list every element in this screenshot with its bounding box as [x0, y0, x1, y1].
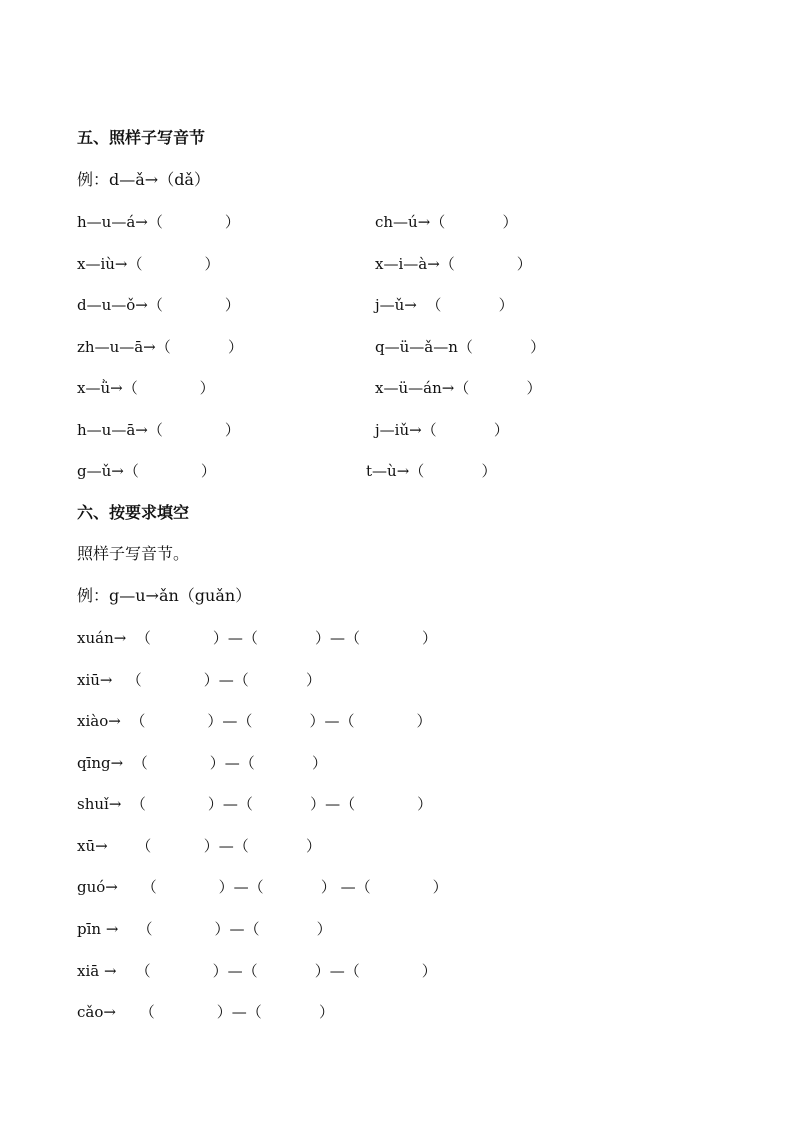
s6-row8: pīn → （ ）—（ ） — [77, 920, 332, 938]
s6-row6: xū→ （ ）—（ ） — [77, 837, 321, 855]
section6-instruction: 照样子写音节。 — [77, 544, 190, 563]
s6-row5: shuǐ→ （ ）—（ ）—（ ） — [77, 795, 433, 813]
section6-heading: 六、按要求填空 — [77, 503, 190, 522]
s5-row1-left: h—u—á→（ ） — [77, 213, 240, 231]
s6-row2: xiū→ （ ）—（ ） — [77, 671, 321, 689]
s5-row2-right: x—i—à→（ ） — [375, 255, 532, 273]
s5-row6-left: h—u—ā→（ ） — [77, 421, 240, 439]
s5-row7-left: g—ǔ→（ ） — [77, 462, 216, 480]
s5-row7-right: t—ù→（ ） — [366, 462, 497, 480]
s5-row4-right: q—ü—ǎ—n（ ） — [375, 338, 546, 356]
s5-row3-right: j—ǔ→ （ ） — [375, 296, 514, 314]
s5-row2-left: x—iù→（ ） — [77, 255, 220, 273]
s6-row4: qīng→ （ ）—（ ） — [77, 754, 327, 772]
s5-row1-right: ch—ú→（ ） — [375, 213, 518, 231]
s5-row4-left: zh—u—ā→（ ） — [77, 338, 243, 356]
s5-row6-right: j—iǔ→（ ） — [375, 421, 509, 439]
s5-row5-right: x—ü—án→（ ） — [375, 379, 542, 397]
s6-row1: xuán→ （ ）—（ ）—（ ） — [77, 629, 438, 647]
s5-row5-left: x—ǜ→（ ） — [77, 379, 215, 397]
s5-row3-left: d—u—ǒ→（ ） — [77, 296, 240, 314]
s6-row7: guó→ （ ）—（ ） —（ ） — [77, 878, 448, 896]
s6-row10: cǎo→ （ ）—（ ） — [77, 1003, 334, 1021]
s6-row9: xiā → （ ）—（ ）—（ ） — [77, 962, 437, 980]
section5-example: 例：d—ǎ→（dǎ） — [77, 170, 210, 189]
section5-heading: 五、照样子写音节 — [77, 128, 206, 147]
section6-example: 例：g—u→ǎn（guǎn） — [77, 586, 252, 605]
s6-row3: xiào→ （ ）—（ ）—（ ） — [77, 712, 432, 730]
